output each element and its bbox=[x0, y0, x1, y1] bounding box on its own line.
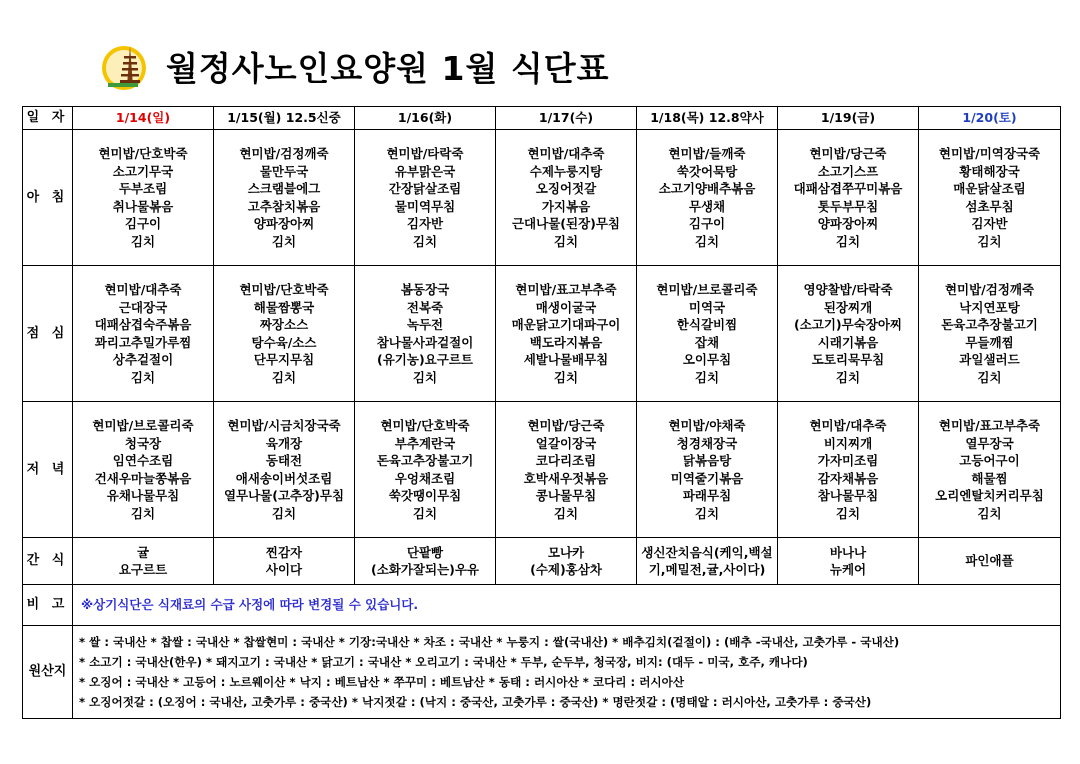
dinner-cell bbox=[355, 402, 496, 538]
menu-item: 우엉채조림 bbox=[394, 470, 456, 486]
snack-cell bbox=[637, 538, 778, 585]
lunch-cell bbox=[73, 266, 214, 402]
menu-item: 오이무침 bbox=[682, 352, 732, 367]
lunch-row bbox=[23, 266, 1061, 402]
menu-item: 현미밥/당근죽 bbox=[809, 146, 887, 161]
menu-item: 쑥갓땡이무침 bbox=[388, 488, 462, 503]
menu-item: 낙지연포탕 bbox=[959, 299, 1020, 315]
dinner-cell bbox=[919, 402, 1061, 538]
snack-row bbox=[23, 538, 1061, 585]
menu-item: 양파장아찌 bbox=[817, 216, 879, 231]
menu-item: 돈육고추장불고기 bbox=[941, 317, 1038, 332]
menu-item: 근대장국 bbox=[118, 299, 168, 315]
menu-item: 모나카 bbox=[547, 544, 585, 560]
breakfast-cell bbox=[355, 130, 496, 266]
row-label-remark: 비 고 bbox=[23, 585, 73, 626]
date-cell-sat: 1/20(토) bbox=[919, 107, 1061, 130]
temple-logo-icon bbox=[100, 40, 152, 92]
menu-item: 바나나 bbox=[829, 544, 867, 560]
lunch-cell bbox=[214, 266, 355, 402]
menu-item: 짜장소스 bbox=[259, 317, 309, 332]
lunch-cell bbox=[919, 266, 1061, 402]
menu-item: 고추참치볶음 bbox=[247, 198, 321, 214]
menu-item: 김구이 bbox=[124, 216, 162, 231]
menu-item: 미역국 bbox=[688, 299, 726, 315]
remark-row bbox=[23, 585, 1061, 626]
dinner-cell bbox=[214, 402, 355, 538]
menu-item: 물만두국 bbox=[259, 163, 309, 179]
menu-item: 미역줄기볶음 bbox=[670, 470, 744, 486]
menu-item: (소고기)무숙장아찌 bbox=[793, 317, 903, 332]
menu-item: 현미밥/대추죽 bbox=[527, 146, 605, 161]
date-cell: 1/19(금) bbox=[778, 107, 919, 130]
menu-item: 생신잔치음식(케익,백설 bbox=[641, 544, 773, 560]
menu-item: 소고기스프 bbox=[817, 163, 879, 179]
menu-item: 영양찰밥/타락죽 bbox=[803, 282, 893, 297]
snack-cell bbox=[355, 538, 496, 585]
menu-item: 현미밥/브로콜리죽 bbox=[92, 418, 194, 433]
menu-item: 봄동장국 bbox=[400, 282, 450, 297]
menu-item: 전복죽 bbox=[406, 299, 444, 315]
menu-item: 감자채볶음 bbox=[817, 470, 879, 486]
dinner-cell bbox=[73, 402, 214, 538]
menu-item: 뉴케어 bbox=[829, 562, 867, 577]
menu-item: 쑥갓어묵탕 bbox=[676, 163, 738, 179]
menu-item: 상추겉절이 bbox=[112, 352, 174, 367]
lunch-cell bbox=[355, 266, 496, 402]
breakfast-row bbox=[23, 130, 1061, 266]
menu-item: 건새우마늘쫑볶음 bbox=[94, 470, 192, 486]
menu-item: 간장닭살조림 bbox=[388, 181, 462, 196]
menu-item: 참나물사과겉절이 bbox=[376, 334, 474, 350]
menu-item: 취나물볶음 bbox=[112, 198, 174, 214]
menu-item: 해물짬뽕국 bbox=[253, 299, 315, 315]
menu-item: 과일샐러드 bbox=[959, 352, 1020, 367]
menu-item: 김치 bbox=[694, 369, 720, 385]
menu-item: (수제)홍삼차 bbox=[530, 562, 602, 577]
menu-item: 김치 bbox=[271, 369, 297, 385]
breakfast-cell bbox=[637, 130, 778, 266]
menu-item: 유채나물무침 bbox=[106, 488, 180, 503]
origin-line: * 오징어 : 국내산 * 고등어 : 노르웨이산 * 낙지 : 베트남산 * 쭈꾸미 : 베트남산 * 동태 : 러시아산 * 코다리 : 러시아산 bbox=[79, 675, 685, 689]
menu-item: 대패삼겹쭈꾸미볶음 bbox=[793, 181, 903, 196]
header bbox=[100, 38, 609, 94]
menu-item: 매운닭고기대파구이 bbox=[511, 317, 621, 332]
menu-item: 백도라지볶음 bbox=[529, 334, 603, 350]
menu-item: 스크램블에그 bbox=[247, 181, 321, 196]
menu-item: 부추계란국 bbox=[394, 435, 456, 451]
row-label-breakfast: 아 침 bbox=[23, 130, 73, 266]
menu-item: 김치 bbox=[130, 505, 156, 521]
menu-item: 김치 bbox=[835, 233, 861, 249]
menu-item: 현미밥/대추죽 bbox=[104, 282, 182, 297]
row-label-origin: 원산지 bbox=[23, 626, 73, 719]
menu-item: 현미밥/야채죽 bbox=[668, 418, 746, 433]
menu-item: 김치 bbox=[130, 369, 156, 385]
menu-item: 김치 bbox=[412, 233, 438, 249]
menu-item: 해물찜 bbox=[971, 470, 1008, 486]
menu-item: 김자반 bbox=[971, 216, 1008, 231]
menu-item: 파인애플 bbox=[965, 553, 1014, 569]
menu-item: 현미밥/단호박죽 bbox=[98, 146, 188, 161]
menu-item: 현미밥/단호박죽 bbox=[239, 282, 329, 297]
snack-cell bbox=[496, 538, 637, 585]
menu-item: 찐감자 bbox=[265, 544, 303, 560]
page-title: 월정사노인요양원 1월 식단표 bbox=[166, 48, 610, 88]
menu-item: 동태전 bbox=[265, 453, 303, 468]
origin-line: * 쌀 : 국내산 * 찹쌀 : 국내산 * 찹쌀현미 : 국내산 * 기장:국내산 * 차조 : 국내산 * 누룽지 : 쌀(국내산) * 배추김치(겉절이) : (배추 -국내산, 고춧가루 - 국내산) bbox=[79, 635, 900, 649]
menu-item: 현미밥/대추죽 bbox=[809, 418, 887, 433]
menu-item: 톳두부무침 bbox=[817, 198, 879, 214]
menu-item: 대패삼겹숙주볶음 bbox=[94, 317, 192, 332]
menu-item: 돈육고추장불고기 bbox=[376, 453, 474, 468]
menu-item: 닭볶음탕 bbox=[682, 453, 732, 468]
menu-item: 현미밥/타락죽 bbox=[386, 146, 464, 161]
snack-cell bbox=[778, 538, 919, 585]
menu-item: 김구이 bbox=[688, 216, 726, 231]
menu-item: 오징어젓갈 bbox=[535, 181, 597, 196]
menu-item: 소고기무국 bbox=[112, 163, 174, 179]
lunch-cell bbox=[778, 266, 919, 402]
menu-item: 김치 bbox=[977, 233, 1002, 249]
menu-item: 김치 bbox=[553, 233, 579, 249]
menu-item: 고등어구이 bbox=[959, 453, 1020, 468]
menu-item: 참나물무침 bbox=[817, 488, 879, 503]
menu-item: 매운닭살조림 bbox=[953, 181, 1026, 196]
menu-item: 현미밥/검정깨죽 bbox=[944, 282, 1035, 297]
menu-item: 현미밥/미역장국죽 bbox=[938, 146, 1041, 161]
menu-item: 한식갈비찜 bbox=[676, 317, 738, 332]
menu-item: 김치 bbox=[271, 233, 297, 249]
lunch-cell bbox=[496, 266, 637, 402]
menu-item: 임연수조림 bbox=[112, 453, 174, 468]
menu-item: 단팥빵 bbox=[406, 544, 444, 560]
menu-item: (소화가잘되는)우유 bbox=[370, 562, 480, 577]
menu-item: 김치 bbox=[835, 505, 861, 521]
remark-text: ※상기식단은 식재료의 수급 사정에 따라 변경될 수 있습니다. bbox=[73, 585, 1061, 626]
menu-item: 기,메밀전,귤,사이다) bbox=[648, 562, 766, 577]
menu-item: 무들깨찜 bbox=[965, 334, 1014, 350]
menu-item: 호박새우젓볶음 bbox=[523, 470, 609, 486]
menu-item: 도토리묵무침 bbox=[811, 352, 885, 367]
lunch-cell bbox=[637, 266, 778, 402]
menu-item: 청경채장국 bbox=[676, 435, 738, 451]
menu-item: 현미밥/시금치장국죽 bbox=[227, 418, 341, 433]
dinner-cell bbox=[778, 402, 919, 538]
menu-item: 현미밥/들깨죽 bbox=[668, 146, 746, 161]
menu-item: 김치 bbox=[412, 505, 438, 521]
breakfast-cell bbox=[73, 130, 214, 266]
menu-item: 매생이굴국 bbox=[535, 299, 597, 315]
menu-item: 시래기볶음 bbox=[817, 334, 879, 350]
date-cell-sun: 1/14(일) bbox=[73, 107, 214, 130]
snack-cell bbox=[214, 538, 355, 585]
menu-item: 파래무침 bbox=[682, 488, 732, 503]
menu-item: 두부조림 bbox=[118, 181, 168, 196]
menu-item: 김치 bbox=[130, 233, 156, 249]
menu-item: 잡채 bbox=[694, 334, 720, 350]
dinner-cell bbox=[496, 402, 637, 538]
row-label-snack: 간 식 bbox=[23, 538, 73, 585]
origin-line: * 소고기 : 국내산(한우) * 돼지고기 : 국내산 * 닭고기 : 국내산 * 오리고기 : 국내산 * 두부, 순두부, 청국장, 비지: (대두 - 미국, 호주, 캐나다) bbox=[79, 655, 808, 669]
menu-item: 단무지무침 bbox=[253, 352, 315, 367]
menu-item: 김치 bbox=[412, 369, 438, 385]
menu-item: 현미밥/검정깨죽 bbox=[239, 146, 329, 161]
menu-table bbox=[22, 106, 1061, 719]
menu-item: 코다리조림 bbox=[535, 453, 597, 468]
menu-item: 현미밥/브로콜리죽 bbox=[656, 282, 758, 297]
menu-item: 김치 bbox=[553, 505, 579, 521]
menu-item: 김치 bbox=[694, 505, 720, 521]
menu-item: 무생채 bbox=[688, 198, 726, 214]
menu-item: 현미밥/표고부추죽 bbox=[515, 282, 617, 297]
breakfast-cell bbox=[496, 130, 637, 266]
menu-item: 비지찌개 bbox=[823, 435, 873, 451]
snack-cell bbox=[73, 538, 214, 585]
menu-item: 소고기양배추볶음 bbox=[658, 181, 756, 196]
menu-item: 가자미조림 bbox=[817, 453, 879, 468]
row-label-dinner: 저 녁 bbox=[23, 402, 73, 538]
menu-item: (유기농)요구르트 bbox=[377, 352, 473, 367]
menu-item: 얼갈이장국 bbox=[535, 435, 597, 451]
dinner-row bbox=[23, 402, 1061, 538]
menu-item: 애새송이버섯조림 bbox=[235, 470, 333, 486]
menu-item: 근대나물(된장)무침 bbox=[511, 216, 621, 231]
menu-item: 오리엔탈치커리무침 bbox=[935, 488, 1044, 503]
menu-item: 수제누룽지탕 bbox=[529, 163, 603, 179]
menu-item: 섬초무침 bbox=[965, 198, 1014, 214]
row-label-date: 일 자 bbox=[23, 107, 73, 130]
menu-item: 김치 bbox=[553, 369, 579, 385]
menu-item: 현미밥/당근죽 bbox=[527, 418, 605, 433]
menu-item: 꽈리고추밀가루찜 bbox=[94, 334, 192, 350]
menu-item: 열무나물(고추장)무침 bbox=[223, 488, 345, 503]
menu-item: 육개장 bbox=[265, 435, 303, 451]
date-cell: 1/15(월) 12.5신중 bbox=[214, 107, 355, 130]
menu-item: 황태해장국 bbox=[959, 163, 1020, 179]
menu-item: 귤 bbox=[136, 544, 150, 560]
menu-item: 열무장국 bbox=[965, 435, 1014, 451]
menu-item: 세발나물배무침 bbox=[523, 352, 609, 367]
origin-line: * 오징어젓갈 : (오징어 : 국내산, 고춧가루 : 중국산) * 낙지젓갈 : (낙지 : 중국산, 고춧가루 : 중국산) * 명란젓갈 : (명태알 : 러시아산, 고춧가루 : 중국산) bbox=[79, 695, 872, 709]
menu-item: 된장찌개 bbox=[823, 299, 873, 315]
menu-item: 사이다 bbox=[265, 562, 303, 577]
origin-row bbox=[23, 626, 1061, 719]
dinner-cell bbox=[637, 402, 778, 538]
breakfast-cell bbox=[214, 130, 355, 266]
row-label-lunch: 점 심 bbox=[23, 266, 73, 402]
menu-item: 현미밥/표고부추죽 bbox=[938, 418, 1041, 433]
menu-item: 현미밥/단호박죽 bbox=[380, 418, 470, 433]
menu-item: 탕수육/소스 bbox=[251, 334, 317, 350]
menu-item: 김자반 bbox=[406, 216, 444, 231]
menu-item: 콩나물무침 bbox=[535, 488, 597, 503]
snack-cell bbox=[919, 538, 1061, 585]
menu-item: 가지볶음 bbox=[541, 198, 591, 214]
breakfast-cell bbox=[919, 130, 1061, 266]
menu-item: 김치 bbox=[835, 369, 861, 385]
menu-item: 청국장 bbox=[124, 435, 162, 451]
date-row bbox=[23, 107, 1061, 130]
menu-item: 김치 bbox=[694, 233, 720, 249]
date-cell: 1/17(수) bbox=[496, 107, 637, 130]
menu-item: 김치 bbox=[271, 505, 297, 521]
menu-item: 녹두전 bbox=[406, 317, 444, 332]
breakfast-cell bbox=[778, 130, 919, 266]
menu-item: 김치 bbox=[977, 505, 1002, 521]
menu-item: 요구르트 bbox=[118, 562, 168, 577]
date-cell: 1/18(목) 12.8약사 bbox=[637, 107, 778, 130]
date-cell: 1/16(화) bbox=[355, 107, 496, 130]
menu-item: 양파장아찌 bbox=[253, 216, 315, 231]
menu-item: 유부맑은국 bbox=[394, 163, 456, 179]
menu-item: 김치 bbox=[977, 369, 1002, 385]
origin-list bbox=[73, 626, 1061, 719]
menu-item: 물미역무침 bbox=[394, 198, 456, 214]
